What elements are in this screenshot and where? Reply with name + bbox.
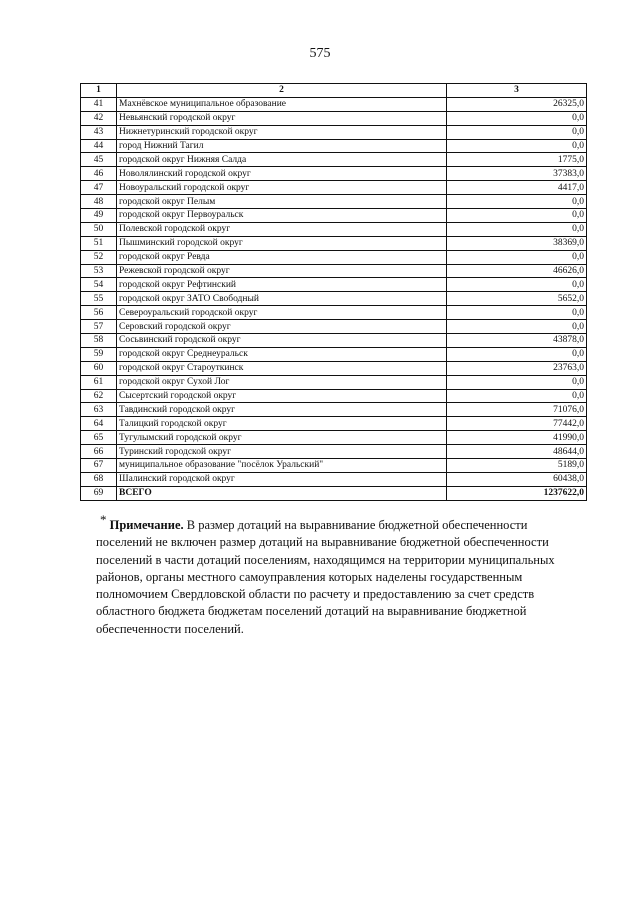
table-row — [81, 306, 587, 320]
footnote-marker: * — [100, 511, 107, 527]
subsidy-amount: 37383,0 — [447, 167, 587, 181]
row-number: 64 — [81, 417, 117, 431]
subsidy-amount: 60438,0 — [447, 472, 587, 486]
municipality-name: городской округ Среднеуральск — [117, 347, 447, 361]
column-header-amount: 3 — [447, 84, 587, 98]
municipality-name: городской округ Рефтинский — [117, 278, 447, 292]
subsidy-amount: 1775,0 — [447, 153, 587, 167]
municipality-name: Сысертский городской округ — [117, 389, 447, 403]
row-number: 47 — [81, 181, 117, 195]
table-row — [81, 195, 587, 209]
subsidy-amount: 5189,0 — [447, 459, 587, 473]
row-number: 62 — [81, 389, 117, 403]
row-number: 66 — [81, 445, 117, 459]
row-number: 68 — [81, 472, 117, 486]
row-number: 65 — [81, 431, 117, 445]
table-row — [81, 278, 587, 292]
subsidy-amount: 0,0 — [447, 125, 587, 139]
table-row — [81, 361, 587, 375]
subsidy-amount: 0,0 — [447, 139, 587, 153]
page-number: 575 — [309, 46, 331, 61]
table-row — [81, 97, 587, 111]
row-number: 54 — [81, 278, 117, 292]
row-number: 44 — [81, 139, 117, 153]
subsidy-amount: 38369,0 — [447, 236, 587, 250]
table-row — [81, 389, 587, 403]
table-row — [81, 153, 587, 167]
row-number: 50 — [81, 222, 117, 236]
row-number: 51 — [81, 236, 117, 250]
table-row — [81, 431, 587, 445]
municipality-name: Талицкий городской округ — [117, 417, 447, 431]
row-number: 60 — [81, 361, 117, 375]
subsidy-amount: 0,0 — [447, 111, 587, 125]
table-row — [81, 167, 587, 181]
row-number: 48 — [81, 195, 117, 209]
row-number: 56 — [81, 306, 117, 320]
municipality-name: городской округ Первоуральск — [117, 209, 447, 223]
table-row — [81, 181, 587, 195]
row-number: 53 — [81, 264, 117, 278]
table-row — [81, 222, 587, 236]
subsidy-amount: 4417,0 — [447, 181, 587, 195]
municipality-name: городской округ Ревда — [117, 250, 447, 264]
subsidy-amount: 26325,0 — [447, 97, 587, 111]
municipality-name: Новолялинский городской округ — [117, 167, 447, 181]
table-header-row — [81, 84, 587, 98]
table-row — [81, 250, 587, 264]
footnote-label: Примечание. — [109, 518, 184, 532]
municipality-name: городской округ Сухой Лог — [117, 375, 447, 389]
table-row — [81, 125, 587, 139]
municipality-name: городской округ Пелым — [117, 195, 447, 209]
table-row — [81, 417, 587, 431]
row-number: 45 — [81, 153, 117, 167]
municipality-name: Полевской городской округ — [117, 222, 447, 236]
row-number: 42 — [81, 111, 117, 125]
row-number: 67 — [81, 459, 117, 473]
municipality-name: Невьянский городской округ — [117, 111, 447, 125]
footnote — [96, 511, 566, 638]
municipality-name: город Нижний Тагил — [117, 139, 447, 153]
subsidy-amount: 43878,0 — [447, 334, 587, 348]
municipality-name: Шалинский городской округ — [117, 472, 447, 486]
subsidy-amount: 46626,0 — [447, 264, 587, 278]
subsidy-amount: 0,0 — [447, 222, 587, 236]
row-number: 46 — [81, 167, 117, 181]
municipality-name: Нижнетуринский городской округ — [117, 125, 447, 139]
municipality-name: Североуральский городской округ — [117, 306, 447, 320]
municipality-name: Пышминский городской округ — [117, 236, 447, 250]
subsidy-amount: 77442,0 — [447, 417, 587, 431]
subsidy-amount: 23763,0 — [447, 361, 587, 375]
table-row — [81, 347, 587, 361]
row-number: 41 — [81, 97, 117, 111]
row-number: 58 — [81, 334, 117, 348]
row-number: 43 — [81, 125, 117, 139]
subsidy-amount: 0,0 — [447, 389, 587, 403]
table-row — [81, 375, 587, 389]
footnote-text: В размер дотаций на выравнивание бюджетной обеспеченности поселений не включен размер дотаций на выравнивание бюджетной обеспеченности поселений в части дотаций поселениям, находящимся на территории муниципальных районов, органы местного самоуправления которых наделены государственным полномочием Свердловской области по расчету и предоставлению за счет средств областного бюджета бюджетам поселений дотаций на выравнивание бюджетной обеспеченности поселений. — [96, 518, 555, 636]
municipality-name: Тавдинский городской округ — [117, 403, 447, 417]
municipality-name: Режевской городской округ — [117, 264, 447, 278]
total-row-number: 69 — [81, 486, 117, 500]
subsidy-amount: 0,0 — [447, 250, 587, 264]
table-row — [81, 445, 587, 459]
row-number: 61 — [81, 375, 117, 389]
table-row — [81, 292, 587, 306]
subsidy-amount: 0,0 — [447, 375, 587, 389]
subsidy-amount: 0,0 — [447, 320, 587, 334]
municipality-name: Туринский городской округ — [117, 445, 447, 459]
municipality-name: городской округ Староуткинск — [117, 361, 447, 375]
subsidy-amount: 71076,0 — [447, 403, 587, 417]
table-row — [81, 236, 587, 250]
total-amount: 1237622,0 — [447, 486, 587, 500]
subsidy-amount: 0,0 — [447, 209, 587, 223]
municipality-name: Новоуральский городской округ — [117, 181, 447, 195]
table-row — [81, 139, 587, 153]
table-row — [81, 264, 587, 278]
table-row — [81, 111, 587, 125]
table-row — [81, 459, 587, 473]
subsidy-amount: 41990,0 — [447, 431, 587, 445]
table-row — [81, 334, 587, 348]
table-row — [81, 403, 587, 417]
table-row — [81, 209, 587, 223]
municipality-name: Тугулымский городской округ — [117, 431, 447, 445]
row-number: 55 — [81, 292, 117, 306]
row-number: 63 — [81, 403, 117, 417]
table-row — [81, 472, 587, 486]
municipality-name: Сосьвинский городской округ — [117, 334, 447, 348]
row-number: 59 — [81, 347, 117, 361]
subsidies-table — [80, 83, 587, 501]
column-header-municipality: 2 — [117, 84, 447, 98]
table-body — [81, 97, 587, 500]
subsidy-amount: 0,0 — [447, 278, 587, 292]
municipality-name: Серовский городской округ — [117, 320, 447, 334]
municipality-name: городской округ Нижняя Салда — [117, 153, 447, 167]
subsidy-amount: 0,0 — [447, 195, 587, 209]
row-number: 57 — [81, 320, 117, 334]
total-row — [81, 486, 587, 500]
row-number: 49 — [81, 209, 117, 223]
municipality-name: муниципальное образование "посёлок Уральский" — [117, 459, 447, 473]
subsidy-amount: 0,0 — [447, 347, 587, 361]
total-label: ВСЕГО — [117, 486, 447, 500]
subsidy-amount: 0,0 — [447, 306, 587, 320]
municipality-name: Махнёвское муниципальное образование — [117, 97, 447, 111]
table-row — [81, 320, 587, 334]
row-number: 52 — [81, 250, 117, 264]
subsidy-amount: 48644,0 — [447, 445, 587, 459]
municipality-name: городской округ ЗАТО Свободный — [117, 292, 447, 306]
column-header-number: 1 — [81, 84, 117, 98]
subsidy-amount: 5652,0 — [447, 292, 587, 306]
